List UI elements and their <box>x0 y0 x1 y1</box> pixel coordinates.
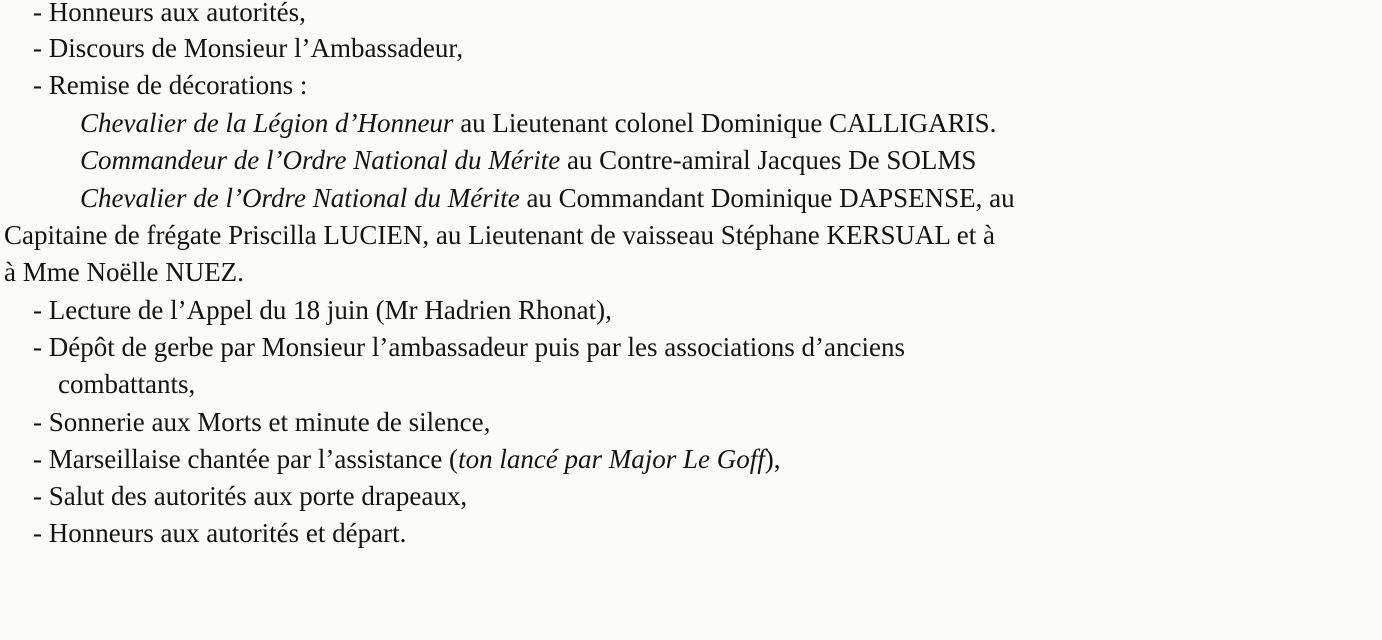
program-item-sonnerie: - Sonnerie aux Morts et minute de silence, <box>33 407 491 437</box>
program-item-appel: - Lecture de l’Appel du 18 juin (Mr Hadrien Rhonat), <box>33 295 612 325</box>
marseillaise-note: ton lancé par Major Le Goff <box>458 444 765 474</box>
decoration-recipients-end: à Mme Noëlle NUEZ. <box>4 257 244 287</box>
decoration-commandeur-merite <box>80 143 976 177</box>
program-item-salut: - Salut des autorités aux porte drapeaux, <box>33 481 468 511</box>
program-item-discours: - Discours de Monsieur l’Ambassadeur, <box>33 33 464 63</box>
decoration-chevalier-merite <box>80 181 1015 215</box>
decoration-title: Chevalier de la Légion d’Honneur <box>80 108 454 138</box>
decoration-recipient: au Lieutenant colonel Dominique CALLIGARIS. <box>453 108 997 138</box>
decoration-title: Commandeur de l’Ordre National du Mérite <box>80 145 561 175</box>
program-item-decorations: - Remise de décorations : <box>33 70 308 100</box>
program-item-gerbe-continued: combattants, <box>58 369 196 399</box>
program-item-depart: - Honneurs aux autorités et départ. <box>33 518 407 548</box>
decoration-recipients-continued: Capitaine de frégate Priscilla LUCIEN, au Lieutenant de vaisseau Stéphane KERSUAL et à <box>4 220 995 250</box>
program-item-honneurs: - Honneurs aux autorités, <box>33 0 306 27</box>
decoration-legion-honneur <box>80 106 996 140</box>
program-item-marseillaise: - Marseillaise chantée par l’assistance (ton lancé par Major Le Goff), <box>33 444 781 474</box>
decoration-recipient: au Commandant Dominique DAPSENSE, au <box>519 183 1015 213</box>
decoration-recipient: au Contre-amiral Jacques De SOLMS <box>560 145 977 175</box>
decoration-title: Chevalier de l’Ordre National du Mérite <box>80 183 520 213</box>
program-item-gerbe: - Dépôt de gerbe par Monsieur l’ambassadeur puis par les associations d’anciens <box>33 332 905 362</box>
